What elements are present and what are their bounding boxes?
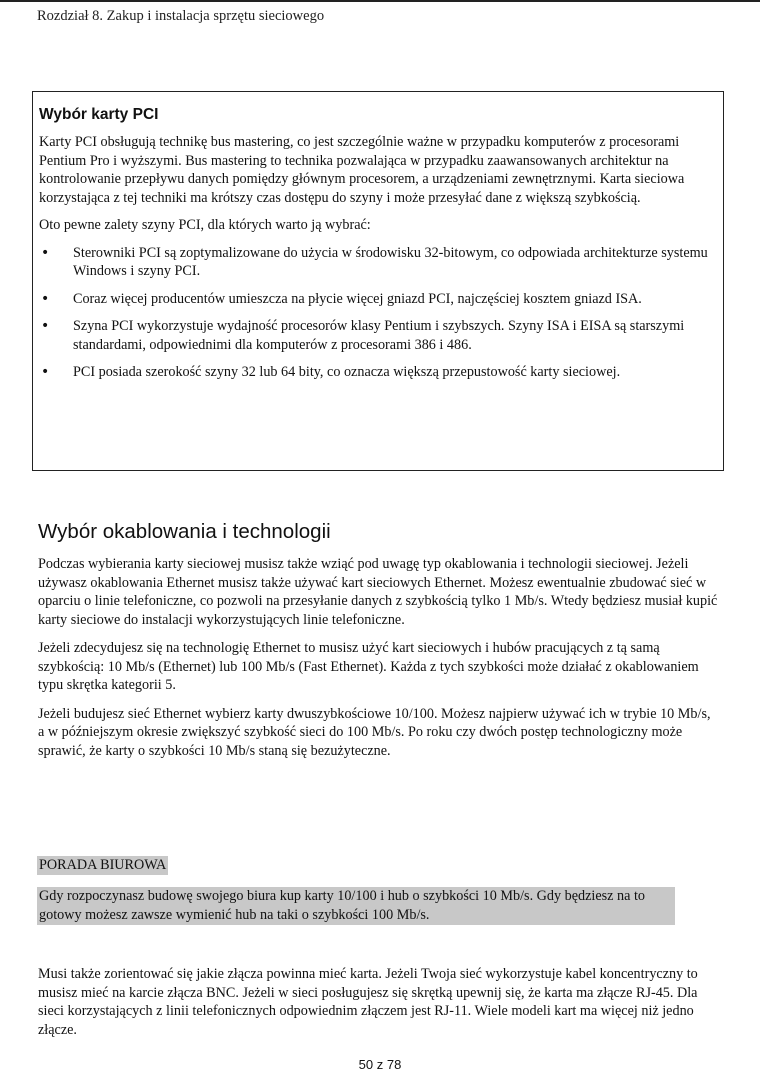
pci-advantages-list [39,244,713,382]
list-item [39,363,713,382]
list-item [39,244,713,281]
bullet-icon: • [41,244,50,261]
section-heading: Wybór okablowania i technologii [38,520,331,543]
bullet-icon: • [41,290,50,307]
list-item-text: PCI posiada szerokość szyny 32 lub 64 bity, co oznacza większą przepustowość karty sieciowej. [73,364,621,380]
page-number: 50 z 78 [358,1057,402,1072]
pci-card-box [32,91,724,471]
connectors-section [38,965,718,1048]
tip-body: Gdy rozpoczynasz budowę swojego biura kup karty 10/100 i hub o szybkości 10 Mb/s. Gdy będziesz na to gotowy możesz zawsze wymienić hub na taki o szybkości 100 Mb/s. [37,887,675,925]
cabling-section [38,520,718,770]
list-item-text: Coraz więcej producentów umieszcza na płycie więcej gniazd PCI, najczęściej kosztem gniazd ISA. [73,290,642,307]
section-paragraph: Jeżeli zdecydujesz się na technologię Ethernet to musisz użyć kart sieciowych i hubów pracujących z tą samą szybkością: 10 Mb/s (Ethernet) lub 100 Mb/s (Fast Ethernet). Każda z tych szybkości może działać z okablowaniem typu skrętka kategorii 5. [38,640,699,693]
top-rule [0,0,760,2]
bullet-icon: • [41,318,50,334]
connectors-paragraph: Musi także zorientować się jakie złącza powinna mieć karta. Jeżeli Twoja sieć wykorzystuje kabel koncentryczny to musisz mieć na karcie złącza BNC. Jeżeli w sieci posługujesz się skrętką upewnij się, że karta ma złącze RJ-45. Dla sieci korzystających z linii telefonicznych odpowiednim złączem jest RJ-11. Wiele modeli kart ma więcej niż jedno złącze. [38,966,698,1038]
box-intro-paragraph: Karty PCI obsługują technikę bus mastering, co jest szczególnie ważne w przypadku komputerów z procesorami Pentium Pro i wyższymi. Bus mastering to technika pozwalająca w przypadku zaawansowanych architektur na kontrolowanie przepływu danych pomiędzy głównym procesorem, a urządzeniami zewnętrznymi. Karta sieciowa korzystająca z tej techniki ma krótszy czas dostępu do szyny i może przesyłać dane z większą szybkością. [39,134,685,206]
list-item-text: Szyna PCI wykorzystuje wydajność procesorów klasy Pentium i szybszych. Szyny ISA i EISA są starszymi standardami, odpowiednimi dla komputerów z procesorami 386 i 486. [73,318,685,353]
tip-title: PORADA BIUROWA [39,857,167,873]
list-item-text: Sterowniki PCI są zoptymalizowane do użycia w środowisku 32-bitowym, co odpowiada architekturze systemu Windows i szyny PCI. [73,244,708,279]
bullet-icon: • [41,364,50,380]
section-paragraph: Podczas wybierania karty sieciowej musisz także wziąć pod uwagę typ okablowania i technologii sieciowej. Jeżeli używasz okablowania Ethernet musisz także używać kart sieciowych Ethernet. Możesz ewentualnie zbudować sieć w oparciu o linie telefoniczne, co pozwoli na przesyłanie danych z szybkością tylko 1 Mb/s. Wtedy będziesz musiał kupić karty sieciowe do instalacji wykorzystujących linie telefoniczne. [38,556,718,628]
list-item [39,290,713,309]
running-header: Rozdział 8. Zakup i instalacja sprzętu sieciowego [37,8,325,24]
box-title: Wybór karty PCI [39,106,159,123]
section-paragraph: Jeżeli budujesz sieć Ethernet wybierz karty dwuszybkościowe 10/100. Możesz najpierw używać ich w trybie 10 Mb/s, a w późniejszym okresie zwiększyć szybkość sieci do 100 Mb/s. Po roku czy dwóch postęp technologiczny może sprawić, że karty o szybkości 10 Mb/s staną się bezużyteczne. [38,705,711,759]
list-item [39,317,713,354]
box-lead-paragraph: Oto pewne zalety szyny PCI, dla których warto ją wybrać: [39,217,371,233]
office-tip [37,856,675,925]
